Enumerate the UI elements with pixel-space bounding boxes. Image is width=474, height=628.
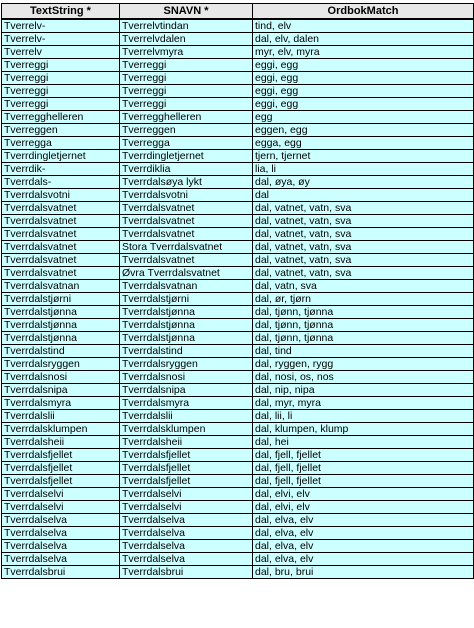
cell-snavn[interactable]: Tverrdalsvatnet: [120, 202, 253, 215]
cell-snavn[interactable]: Tverrdalsvotni: [120, 189, 253, 202]
cell-textstring[interactable]: Tverrelv: [2, 46, 120, 59]
cell-textstring[interactable]: Tverrdalsvatnet: [2, 215, 120, 228]
cell-textstring[interactable]: Tverrdalselva: [2, 514, 120, 527]
cell-ordbokmatch[interactable]: dal, elvi, elv: [253, 501, 474, 514]
cell-snavn[interactable]: Tverrdalsheii: [120, 436, 253, 449]
cell-snavn[interactable]: Tverregga: [120, 137, 253, 150]
cell-snavn[interactable]: Tverrdiklia: [120, 163, 253, 176]
cell-textstring[interactable]: Tverrdalsmyra: [2, 397, 120, 410]
cell-textstring[interactable]: Tverrdalselva: [2, 553, 120, 566]
cell-snavn[interactable]: Tverrdalsnipa: [120, 384, 253, 397]
cell-snavn[interactable]: Tverreggi: [120, 59, 253, 72]
table-row: [2, 33, 474, 46]
cell-snavn[interactable]: Stora Tverrdalsvatnet: [120, 241, 253, 254]
table-row: [2, 371, 474, 384]
cell-snavn[interactable]: Øvra Tverrdalsvatnet: [120, 267, 253, 280]
cell-ordbokmatch[interactable]: dal, fjell, fjellet: [253, 449, 474, 462]
table-row: [2, 46, 474, 59]
table-row: [2, 85, 474, 98]
cell-textstring[interactable]: Tverrdalstind: [2, 345, 120, 358]
table-row: [2, 306, 474, 319]
cell-ordbokmatch[interactable]: eggi, egg: [253, 85, 474, 98]
cell-snavn[interactable]: Tverrdalsvatnet: [120, 254, 253, 267]
cell-textstring[interactable]: Tverregghelleren: [2, 111, 120, 124]
cell-ordbokmatch[interactable]: eggi, egg: [253, 72, 474, 85]
cell-ordbokmatch[interactable]: eggi, egg: [253, 98, 474, 111]
cell-snavn[interactable]: Tverrdalselvi: [120, 488, 253, 501]
cell-ordbokmatch[interactable]: dal, elva, elv: [253, 527, 474, 540]
cell-snavn[interactable]: Tverrdingletjernet: [120, 150, 253, 163]
cell-textstring[interactable]: Tverrdals-: [2, 176, 120, 189]
cell-snavn[interactable]: Tverrdalselva: [120, 514, 253, 527]
cell-textstring[interactable]: Tverrdalsbrui: [2, 566, 120, 579]
cell-snavn[interactable]: Tverrdalstjønna: [120, 306, 253, 319]
cell-ordbokmatch[interactable]: eggi, egg: [253, 59, 474, 72]
table-row: [2, 150, 474, 163]
cell-ordbokmatch[interactable]: dal, vatnet, vatn, sva: [253, 202, 474, 215]
cell-ordbokmatch[interactable]: eggen, egg: [253, 124, 474, 137]
table-row: [2, 475, 474, 488]
cell-textstring[interactable]: Tverrdalsfjellet: [2, 462, 120, 475]
table-row: [2, 332, 474, 345]
table-row: [2, 72, 474, 85]
cell-textstring[interactable]: Tverrdalsklumpen: [2, 423, 120, 436]
cell-textstring[interactable]: Tverrdalsvatnan: [2, 280, 120, 293]
cell-snavn[interactable]: Tverrdalsklumpen: [120, 423, 253, 436]
table-row: [2, 345, 474, 358]
table-body: [2, 19, 474, 579]
cell-snavn[interactable]: Tverrdalsbrui: [120, 566, 253, 579]
table-row: [2, 384, 474, 397]
cell-ordbokmatch[interactable]: lia, li: [253, 163, 474, 176]
cell-ordbokmatch[interactable]: dal, bru, brui: [253, 566, 474, 579]
table-row: [2, 137, 474, 150]
cell-ordbokmatch[interactable]: dal, elva, elv: [253, 540, 474, 553]
cell-snavn[interactable]: Tverrelvdalen: [120, 33, 253, 46]
cell-textstring[interactable]: Tverrdalsfjellet: [2, 475, 120, 488]
cell-snavn[interactable]: Tverrdalsfjellet: [120, 462, 253, 475]
cell-textstring[interactable]: Tverrelv-: [2, 19, 120, 33]
cell-textstring[interactable]: Tverreggi: [2, 59, 120, 72]
cell-textstring[interactable]: Tverrdalstjønna: [2, 319, 120, 332]
cell-ordbokmatch[interactable]: dal, hei: [253, 436, 474, 449]
cell-snavn[interactable]: Tverrdalsryggen: [120, 358, 253, 371]
table-row: [2, 553, 474, 566]
table-row: [2, 19, 474, 33]
cell-snavn[interactable]: Tverrdalsfjellet: [120, 449, 253, 462]
cell-ordbokmatch[interactable]: dal, nip, nipa: [253, 384, 474, 397]
table-row: [2, 358, 474, 371]
cell-ordbokmatch[interactable]: dal, vatnet, vatn, sva: [253, 215, 474, 228]
cell-textstring[interactable]: Tverrdalstjønna: [2, 306, 120, 319]
cell-textstring[interactable]: Tverreggi: [2, 98, 120, 111]
cell-ordbokmatch[interactable]: dal, øya, øy: [253, 176, 474, 189]
cell-snavn[interactable]: Tverrelvtindan: [120, 19, 253, 33]
cell-snavn[interactable]: Tverrdalstind: [120, 345, 253, 358]
table-row: [2, 59, 474, 72]
table-row: [2, 254, 474, 267]
cell-ordbokmatch[interactable]: dal, vatnet, vatn, sva: [253, 241, 474, 254]
cell-textstring[interactable]: Tverrdingletjernet: [2, 150, 120, 163]
table-row: [2, 319, 474, 332]
table-row: [2, 540, 474, 553]
cell-textstring[interactable]: Tverrelv-: [2, 33, 120, 46]
cell-ordbokmatch[interactable]: dal, tind: [253, 345, 474, 358]
cell-snavn[interactable]: Tverreggen: [120, 124, 253, 137]
cell-ordbokmatch[interactable]: dal, lii, li: [253, 410, 474, 423]
cell-ordbokmatch[interactable]: dal, tjønn, tjønna: [253, 306, 474, 319]
table-row: [2, 566, 474, 579]
cell-textstring[interactable]: Tverrdalsfjellet: [2, 449, 120, 462]
cell-textstring[interactable]: Tverrdalselva: [2, 540, 120, 553]
table-row: [2, 293, 474, 306]
table-row: [2, 176, 474, 189]
cell-snavn[interactable]: Tverrelvmyra: [120, 46, 253, 59]
cell-textstring[interactable]: Tverrdalsvatnet: [2, 241, 120, 254]
table-row: [2, 163, 474, 176]
cell-textstring[interactable]: Tverrdalstjørni: [2, 293, 120, 306]
cell-textstring[interactable]: Tverrdalsryggen: [2, 358, 120, 371]
table-row: [2, 488, 474, 501]
cell-snavn[interactable]: Tverrdalselva: [120, 527, 253, 540]
cell-snavn[interactable]: Tverrdalsvatnet: [120, 228, 253, 241]
cell-textstring[interactable]: Tverrdalsvatnet: [2, 228, 120, 241]
cell-textstring[interactable]: Tverregga: [2, 137, 120, 150]
table-row: [2, 98, 474, 111]
cell-snavn[interactable]: Tverrdalstjønna: [120, 332, 253, 345]
cell-ordbokmatch[interactable]: dal, klumpen, klump: [253, 423, 474, 436]
cell-ordbokmatch[interactable]: egga, egg: [253, 137, 474, 150]
cell-ordbokmatch[interactable]: dal, elvi, elv: [253, 488, 474, 501]
cell-ordbokmatch[interactable]: dal, myr, myra: [253, 397, 474, 410]
table-row: [2, 397, 474, 410]
cell-ordbokmatch[interactable]: tind, elv: [253, 19, 474, 33]
cell-snavn[interactable]: Tverrdalselvi: [120, 501, 253, 514]
table-row: [2, 501, 474, 514]
cell-snavn[interactable]: Tverrdalsmyra: [120, 397, 253, 410]
cell-textstring[interactable]: Tverrdalsnipa: [2, 384, 120, 397]
table-row: [2, 267, 474, 280]
cell-textstring[interactable]: Tverrdalsvatnet: [2, 254, 120, 267]
cell-ordbokmatch[interactable]: dal, tjønn, tjønna: [253, 332, 474, 345]
column-header-ordbokmatch[interactable]: OrdbokMatch: [253, 4, 474, 20]
cell-snavn[interactable]: Tverreggi: [120, 98, 253, 111]
table-row: [2, 462, 474, 475]
cell-snavn[interactable]: Tverrdalselva: [120, 553, 253, 566]
table-row: [2, 228, 474, 241]
cell-ordbokmatch[interactable]: dal, elva, elv: [253, 514, 474, 527]
header-row: [2, 4, 474, 20]
cell-ordbokmatch[interactable]: dal, elva, elv: [253, 553, 474, 566]
cell-snavn[interactable]: Tverrdalsfjellet: [120, 475, 253, 488]
table-row: [2, 280, 474, 293]
cell-snavn[interactable]: Tverrdalsvatnan: [120, 280, 253, 293]
cell-textstring[interactable]: Tverreggen: [2, 124, 120, 137]
table-row: [2, 124, 474, 137]
cell-textstring[interactable]: Tverrdalsheii: [2, 436, 120, 449]
table-row: [2, 410, 474, 423]
cell-snavn[interactable]: Tverrdalsøya lykt: [120, 176, 253, 189]
cell-snavn[interactable]: Tverrdalsnosi: [120, 371, 253, 384]
results-table: [1, 3, 474, 579]
cell-snavn[interactable]: Tverrdalsvatnet: [120, 215, 253, 228]
cell-ordbokmatch[interactable]: dal, tjønn, tjønna: [253, 319, 474, 332]
cell-ordbokmatch[interactable]: dal, vatnet, vatn, sva: [253, 254, 474, 267]
cell-textstring[interactable]: Tverreggi: [2, 72, 120, 85]
column-header-snavn[interactable]: SNAVN *: [120, 4, 253, 20]
cell-ordbokmatch[interactable]: dal, vatnet, vatn, sva: [253, 267, 474, 280]
cell-ordbokmatch[interactable]: dal, elv, dalen: [253, 33, 474, 46]
column-header-textstring[interactable]: TextString *: [2, 4, 120, 20]
cell-ordbokmatch[interactable]: dal, fjell, fjellet: [253, 462, 474, 475]
cell-snavn[interactable]: Tverreggi: [120, 72, 253, 85]
cell-textstring[interactable]: Tverrdalsvatnet: [2, 202, 120, 215]
cell-ordbokmatch[interactable]: dal, ryggen, rygg: [253, 358, 474, 371]
cell-textstring[interactable]: Tverrdalsnosi: [2, 371, 120, 384]
cell-ordbokmatch[interactable]: tjern, tjernet: [253, 150, 474, 163]
cell-ordbokmatch[interactable]: dal, fjell, fjellet: [253, 475, 474, 488]
table-row: [2, 449, 474, 462]
cell-textstring[interactable]: Tverrdalselva: [2, 527, 120, 540]
cell-textstring[interactable]: Tverrdalstjønna: [2, 332, 120, 345]
table-row: [2, 189, 474, 202]
table-row: [2, 423, 474, 436]
cell-textstring[interactable]: Tverreggi: [2, 85, 120, 98]
cell-textstring[interactable]: Tverrdik-: [2, 163, 120, 176]
cell-snavn[interactable]: Tverrdalselva: [120, 540, 253, 553]
table-row: [2, 215, 474, 228]
cell-snavn[interactable]: Tverrdalstjørni: [120, 293, 253, 306]
cell-textstring[interactable]: Tverrdalsvatnet: [2, 267, 120, 280]
cell-ordbokmatch[interactable]: dal, vatnet, vatn, sva: [253, 228, 474, 241]
cell-ordbokmatch[interactable]: dal, vatn, sva: [253, 280, 474, 293]
cell-snavn[interactable]: Tverrdalstjønna: [120, 319, 253, 332]
cell-ordbokmatch[interactable]: myr, elv, myra: [253, 46, 474, 59]
table-row: [2, 514, 474, 527]
cell-textstring[interactable]: Tverrdalsvotni: [2, 189, 120, 202]
table-row: [2, 527, 474, 540]
cell-snavn[interactable]: Tverreggi: [120, 85, 253, 98]
table-row: [2, 111, 474, 124]
cell-ordbokmatch[interactable]: dal: [253, 189, 474, 202]
cell-snavn[interactable]: Tverrdalslii: [120, 410, 253, 423]
cell-textstring[interactable]: Tverrdalslii: [2, 410, 120, 423]
cell-textstring[interactable]: Tverrdalselvi: [2, 488, 120, 501]
cell-textstring[interactable]: Tverrdalselvi: [2, 501, 120, 514]
cell-ordbokmatch[interactable]: egg: [253, 111, 474, 124]
table-row: [2, 202, 474, 215]
cell-snavn[interactable]: Tverregghelleren: [120, 111, 253, 124]
cell-ordbokmatch[interactable]: dal, nosi, os, nos: [253, 371, 474, 384]
cell-ordbokmatch[interactable]: dal, ør, tjørn: [253, 293, 474, 306]
table-row: [2, 436, 474, 449]
table-row: [2, 241, 474, 254]
